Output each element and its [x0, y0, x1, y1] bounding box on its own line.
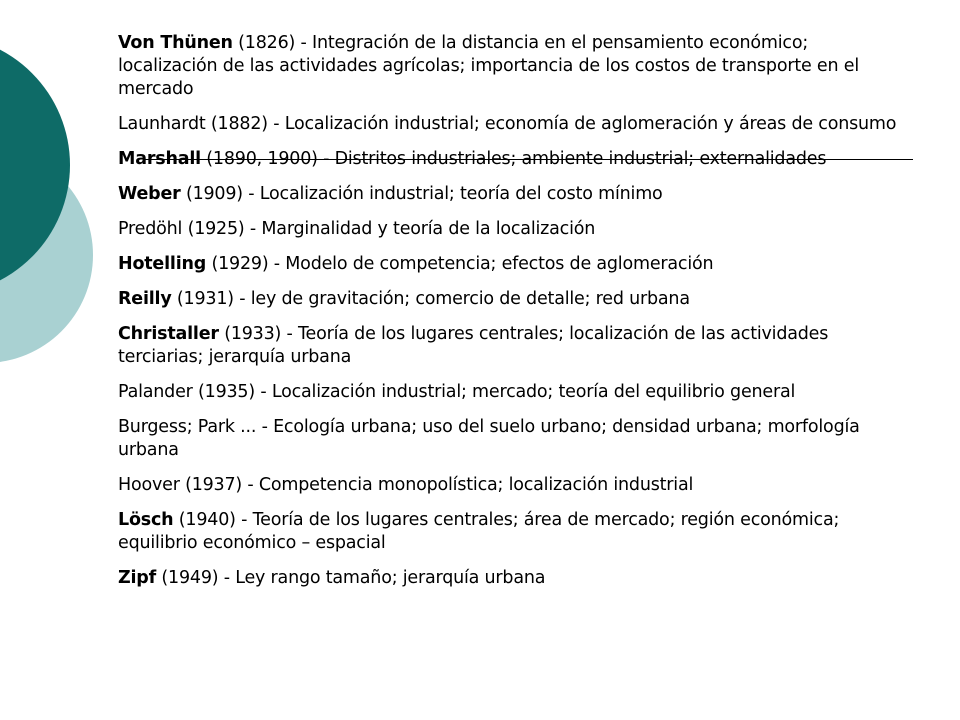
entry-author: Palander — [118, 382, 193, 402]
entry-description: (1909) - Localización industrial; teoría del costo mínimo — [180, 184, 663, 204]
entry-description: (1826) - Integración de la distancia en el pensamiento económico; localización de las actividades agrícolas; importancia de los costos de transporte en el mercado — [118, 33, 859, 99]
light-teal-circle — [0, 147, 93, 363]
entry-author: Reilly — [118, 289, 172, 309]
entry-author: Burgess; Park ... — [118, 417, 257, 437]
entry-palander — [118, 381, 908, 404]
entry-author: Hotelling — [118, 254, 207, 274]
entry-author: Hoover — [118, 475, 180, 495]
entry-zipf — [118, 567, 908, 590]
entry-hotelling — [118, 253, 908, 276]
entry-description: (1935) - Localización industrial; mercado; teoría del equilibrio general — [192, 382, 796, 402]
entry-author: Weber — [118, 184, 181, 204]
entry-author: Lösch — [118, 510, 174, 530]
entry-von-thunen — [118, 32, 908, 101]
entry-list — [118, 32, 908, 602]
entry-marshall — [118, 148, 908, 171]
entry-description: (1925) - Marginalidad y teoría de la localización — [182, 219, 596, 239]
entry-description: (1890, 1900) - Distritos industriales; ambiente industrial; externalidades — [200, 149, 827, 169]
entry-christaller — [118, 323, 908, 369]
entry-description: (1933) - Teoría de los lugares centrales; localización de las actividades terciarias; jerarquía urbana — [118, 324, 829, 367]
entry-description: (1937) - Competencia monopolística; localización industrial — [179, 475, 694, 495]
entry-author: Launhardt — [118, 114, 206, 134]
entry-description: (1931) - ley de gravitación; comercio de detalle; red urbana — [171, 289, 690, 309]
entry-description: - Ecología urbana; uso del suelo urbano; densidad urbana; morfología urbana — [118, 417, 860, 460]
entry-author: Predöhl — [118, 219, 183, 239]
dark-teal-circle — [0, 35, 70, 295]
entry-launhardt — [118, 113, 908, 136]
entry-author: Von Thünen — [118, 33, 233, 53]
entry-description: (1882) - Localización industrial; economía de aglomeración y áreas de consumo — [205, 114, 897, 134]
entry-losch — [118, 509, 908, 555]
entry-predohl — [118, 218, 908, 241]
entry-description: (1940) - Teoría de los lugares centrales; área de mercado; región económica; equilibrio económico – espacial — [118, 510, 840, 553]
entry-burgess-park — [118, 416, 908, 462]
entry-author: Marshall — [118, 149, 201, 169]
entry-author: Christaller — [118, 324, 219, 344]
entry-hoover — [118, 474, 908, 497]
entry-description: (1949) - Ley rango tamaño; jerarquía urbana — [156, 568, 546, 588]
entry-description: (1929) - Modelo de competencia; efectos de aglomeración — [206, 254, 714, 274]
entry-reilly — [118, 288, 908, 311]
entry-weber — [118, 183, 908, 206]
entry-author: Zipf — [118, 568, 157, 588]
